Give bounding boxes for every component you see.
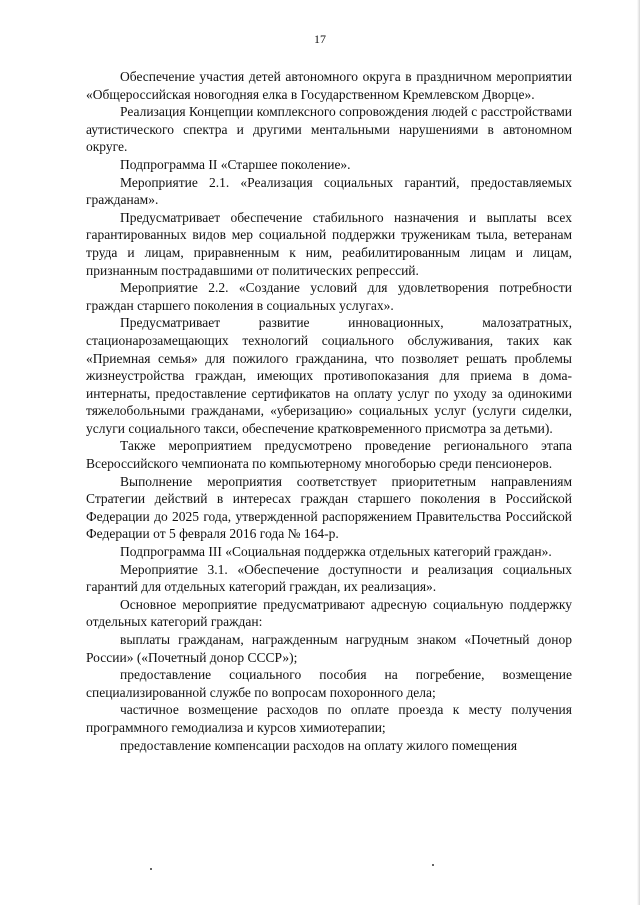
paragraph: Предусматривает обеспечение стабильного назначения и выплаты всех гарантированных видов мер социальной поддержки труженикам тыла, ветеранам труда и лицам, приравненным к ним, реабилитированным лицам и лицам, признанным пострадавшими от политических репрессий. — [86, 209, 572, 278]
paragraph: предоставление компенсации расходов на оплату жилого помещения — [120, 737, 518, 753]
paragraph: Подпрограмма II «Старшее поколение». — [120, 156, 351, 172]
paragraph: Выполнение мероприятия соответствует приоритетным направлениям Стратегии действий в интересах граждан старшего поколения в Российской Федерации до 2025 года, утвержденной распоряжением Правительства Российской Федерации от 5 февраля 2016 года № 164-р. — [86, 473, 572, 542]
paragraph: Мероприятие 3.1. «Обеспечение доступности и реализация социальных гарантий для отдельных категорий граждан, их реализация». — [86, 561, 572, 595]
paragraph: Также мероприятием предусмотрено проведение регионального этапа Всероссийского чемпионата по компьютерному многоборью среди пенсионеров. — [86, 438, 572, 472]
paragraph: Мероприятие 2.1. «Реализация социальных гарантий, предоставляемых гражданам». — [86, 174, 572, 208]
paragraph: Обеспечение участия детей автономного округа в праздничном мероприятии «Общероссийская новогодняя елка в Государственном Кремлевском Дворце». — [86, 69, 572, 102]
paragraph: Мероприятие 2.2. «Создание условий для удовлетворения потребности граждан старшего поколения в социальных услугах». — [86, 280, 572, 313]
scan-speck — [150, 868, 152, 870]
paragraph: Основное мероприятие предусматривают адресную социальную поддержку отдельных категорий граждан: — [86, 596, 572, 630]
paragraph: Реализация Концепции комплексного сопровождения людей с расстройствами аутистического спектра и другими ментальными нарушениями в автономном округе. — [86, 104, 572, 155]
paragraph: предоставление социального пособия на погребение, возмещение специализированной службе по вопросам похоронного дела; — [86, 667, 572, 700]
paragraph: Подпрограмма III «Социальная поддержка отдельных категорий граждан». — [120, 544, 552, 560]
page-number: 17 — [314, 32, 326, 46]
scan-speck — [432, 864, 434, 866]
paragraph: выплаты гражданам, награжденным нагрудным знаком «Почетный донор России» («Почетный донор СССР»); — [86, 632, 572, 665]
paragraph: Предусматривает развитие инновационных, малозатратных, стационарозамещающих технологий социального обслуживания, таких как «Приемная семья» для пожилого гражданина, что позволяет решать проблемы жизнеустройства граждан, имеющих противопоказания для приема в дома-интернаты, предоставление сертификатов на оплату услуг по уходу за одинокими тяжелобольными гражданами, «уберизацию» социальных услуг (услуги сиделки, услуги социального такси, обеспечение кратковременного присмотра за детьми). — [86, 315, 572, 436]
document-body — [86, 68, 572, 754]
paragraph: частичное возмещение расходов по оплате проезда к месту получения программного гемодиализа и курсов химиотерапии; — [86, 702, 572, 735]
